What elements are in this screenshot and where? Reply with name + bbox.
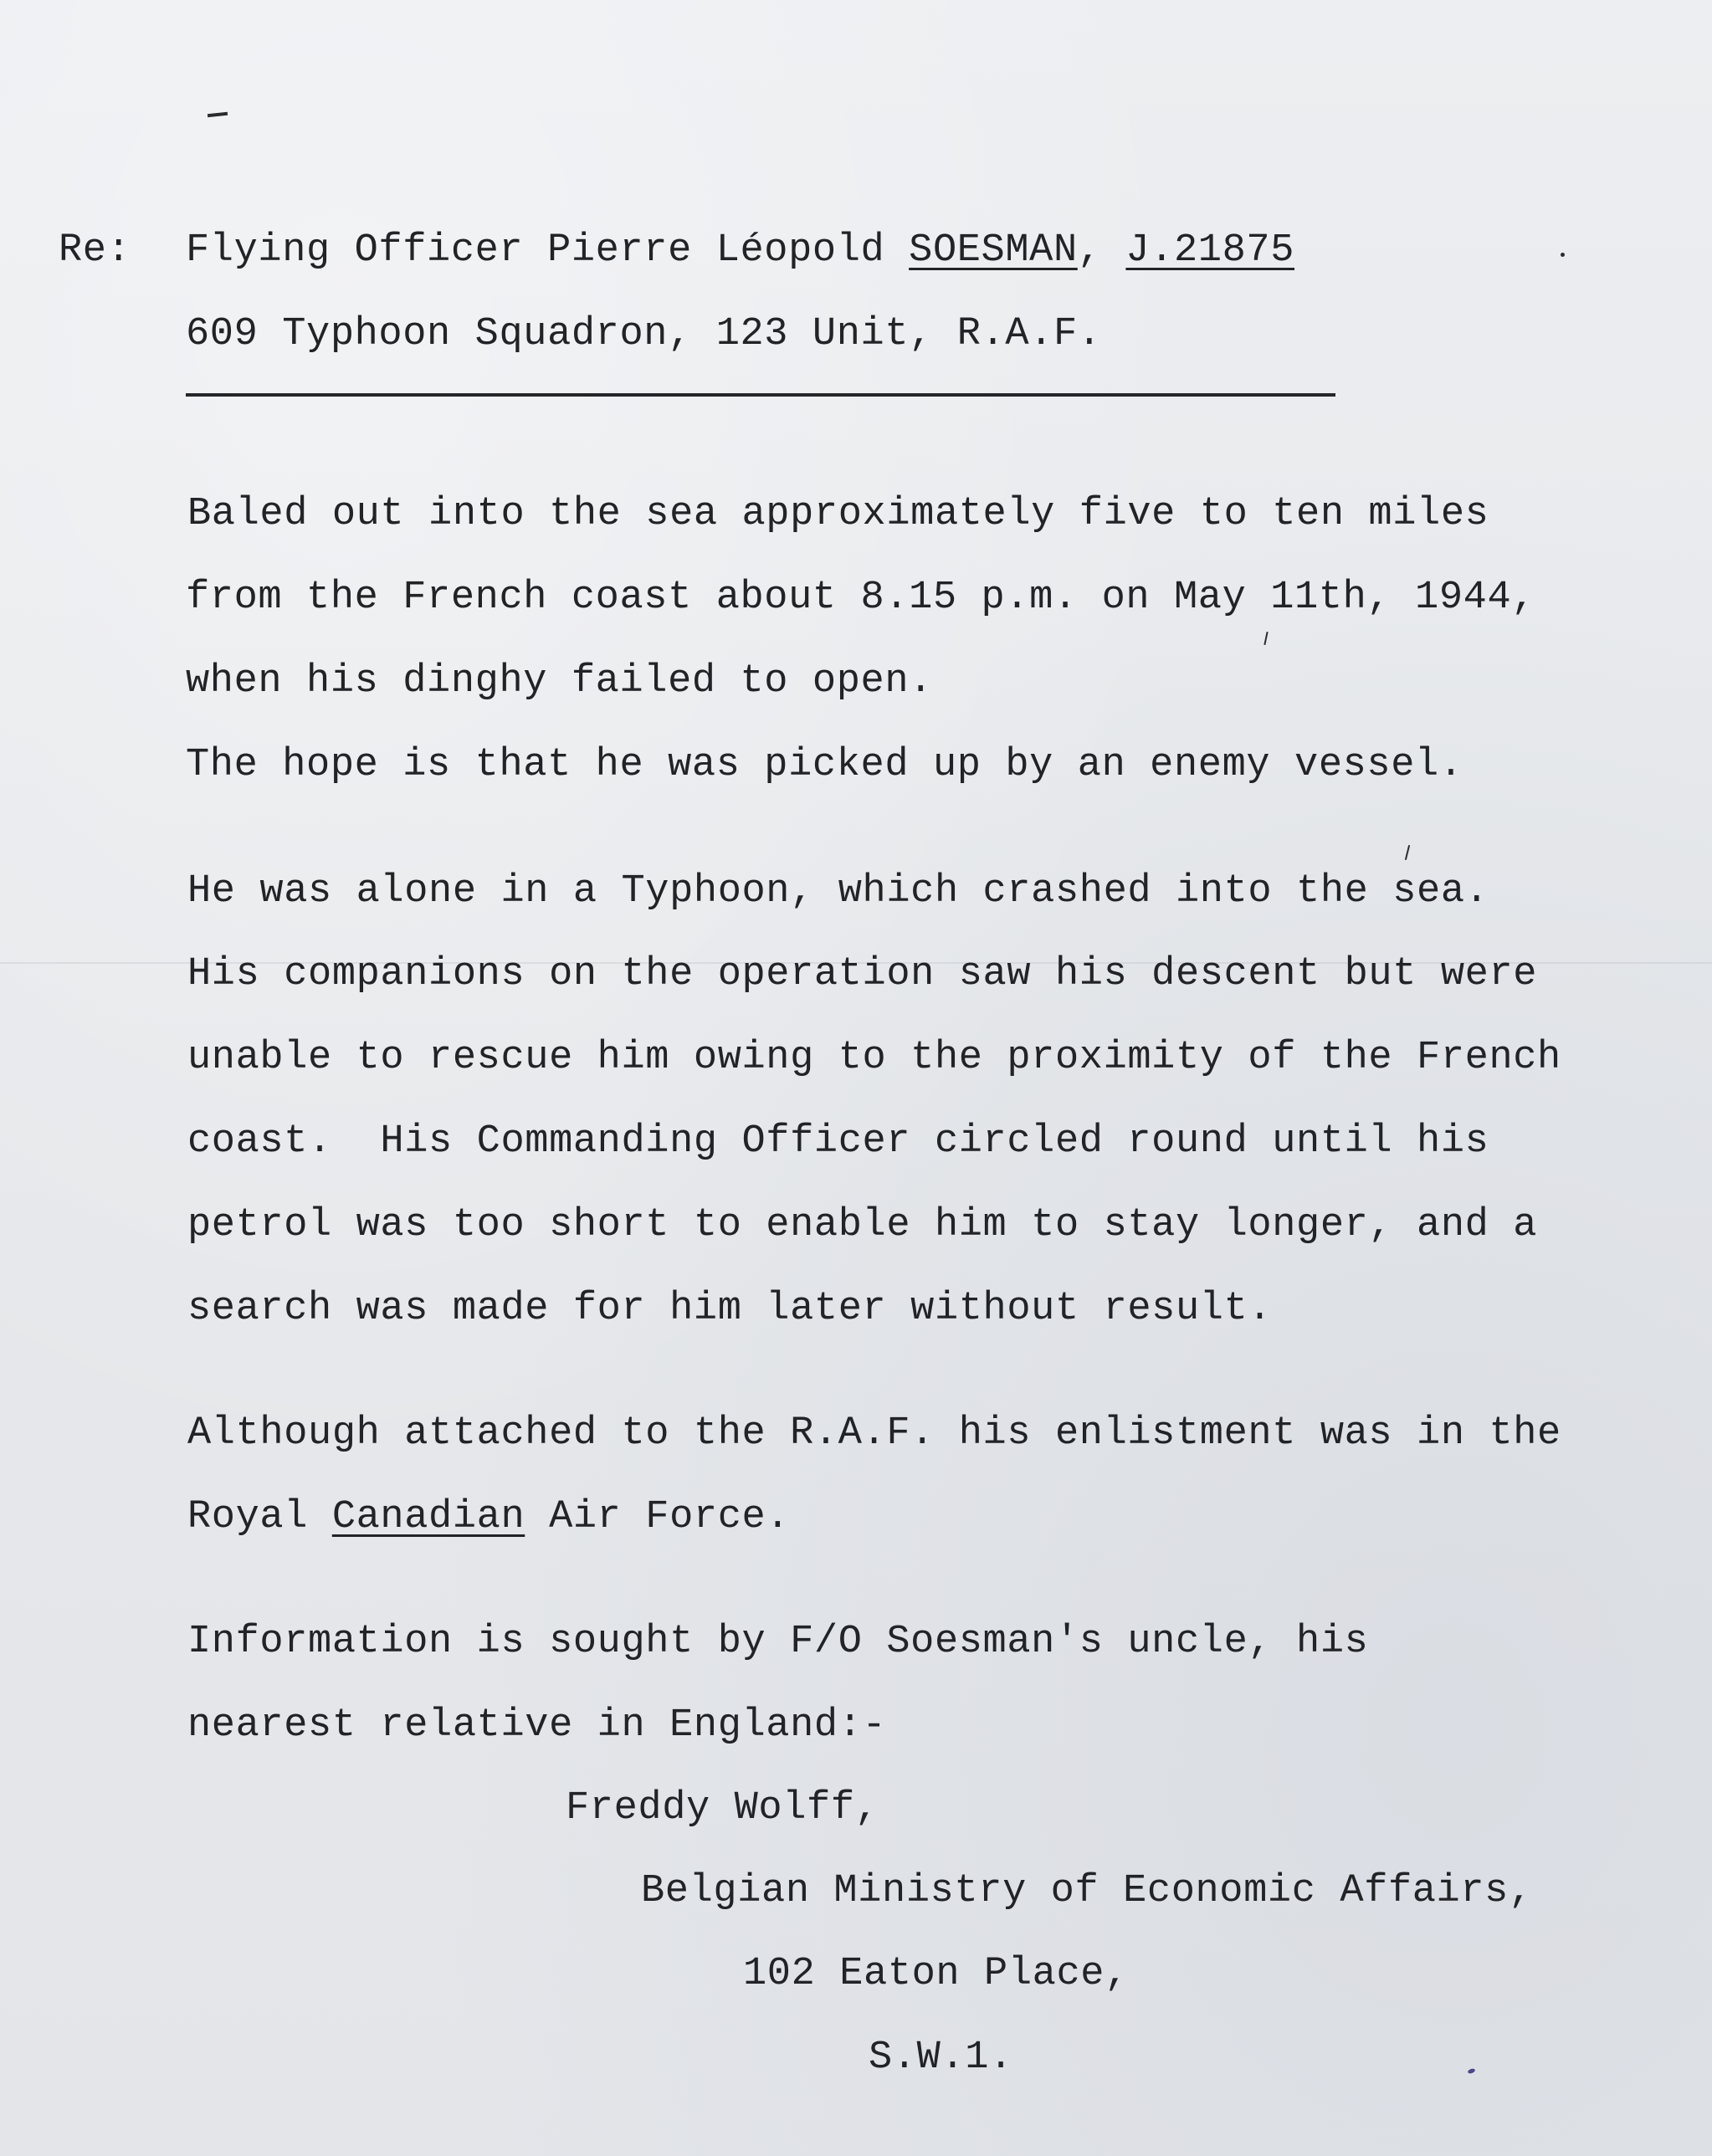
paragraph-2-line-4: coast. His Commanding Officer circled round until his bbox=[187, 1119, 1489, 1164]
squadron-line: 609 Typhoon Squadron, 123 Unit, R.A.F. bbox=[186, 312, 1102, 356]
address-name: Freddy Wolff, bbox=[566, 1786, 879, 1831]
paragraph-3-line-1: Although attached to the R.A.F. his enlistment was in the bbox=[187, 1411, 1561, 1456]
subject-line bbox=[186, 228, 1294, 274]
re-label: Re: bbox=[59, 228, 131, 273]
heading-rule bbox=[186, 393, 1335, 397]
paragraph-3-text: Air Force. bbox=[525, 1495, 791, 1539]
paragraph-3-line-2 bbox=[187, 1494, 790, 1541]
paragraph-3-text: Royal bbox=[187, 1495, 332, 1539]
officer-rank-and-name: Flying Officer Pierre Léopold bbox=[186, 228, 910, 273]
paragraph-1-line-3: when his dinghy failed to open. bbox=[186, 659, 933, 704]
paragraph-2-line-1: He was alone in a Typhoon, which crashed into the sea. bbox=[187, 869, 1489, 914]
service-number: J.21875 bbox=[1125, 228, 1295, 273]
paragraph-2-line-5: petrol was too short to enable him to stay longer, and a bbox=[187, 1203, 1538, 1247]
subject-separator: , bbox=[1077, 228, 1126, 273]
address-organisation: Belgian Ministry of Economic Affairs, bbox=[641, 1869, 1533, 1913]
stray-tick-mark bbox=[1405, 845, 1410, 860]
stray-dot-mark bbox=[1561, 253, 1565, 257]
paragraph-1-line-2: from the French coast about 8.15 p.m. on May 11th, 1944, bbox=[186, 576, 1536, 620]
address-street: 102 Eaton Place, bbox=[743, 1952, 1129, 1996]
paragraph-2-line-6: search was made for him later without result. bbox=[187, 1287, 1273, 1331]
stray-dash-mark bbox=[208, 112, 228, 117]
address-postcode: S.W.1. bbox=[869, 2036, 1013, 2080]
paragraph-2-line-3: unable to rescue him owing to the proximity of the French bbox=[187, 1036, 1561, 1080]
paragraph-4-line-1: Information is sought by F/O Soesman's uncle, his bbox=[187, 1620, 1369, 1664]
paragraph-1-line-1: Baled out into the sea approximately five to ten miles bbox=[187, 492, 1489, 536]
stray-tick-mark bbox=[1263, 632, 1268, 645]
paragraph-4-line-2: nearest relative in England:- bbox=[187, 1703, 887, 1748]
underlined-word-canadian: Canadian bbox=[331, 1495, 525, 1539]
paragraph-2-line-2: His companions on the operation saw his descent but were bbox=[187, 952, 1538, 996]
ink-spot-mark bbox=[1467, 2068, 1475, 2075]
paragraph-1-line-4: The hope is that he was picked up by an enemy vessel. bbox=[186, 743, 1463, 787]
officer-surname: SOESMAN bbox=[909, 228, 1078, 273]
